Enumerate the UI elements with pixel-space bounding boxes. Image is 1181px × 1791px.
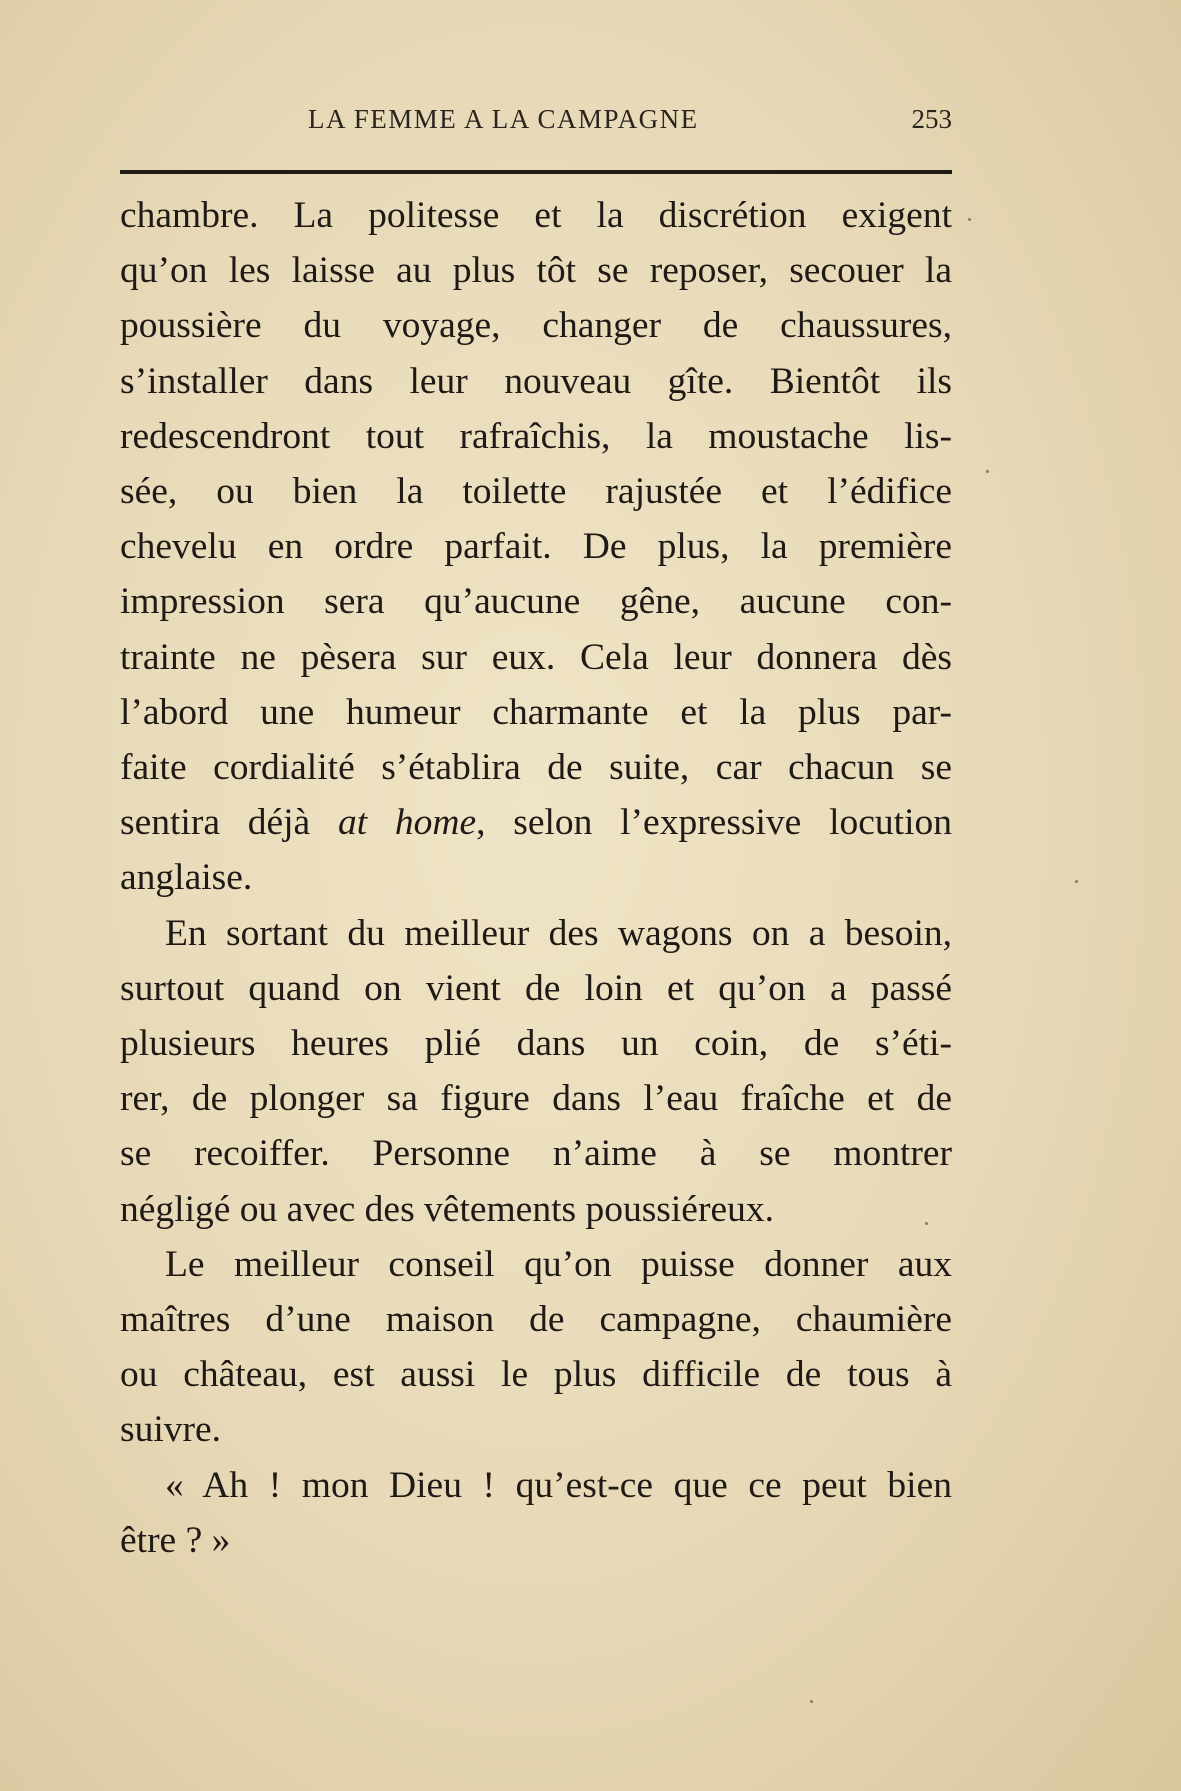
text-line: redescendront tout rafraîchis, la moustache lis- [120,415,952,457]
text-line: plusieurs heures plié dans un coin, de s’éti- [120,1023,952,1065]
text-line: surtout quand on vient de loin et qu’on a passé [120,967,952,1009]
text-line: « Ah ! mon Dieu ! qu’est-ce que ce peut bien [165,1464,952,1506]
page-number: 253 [911,104,952,134]
body-text [120,188,952,1568]
paragraph-3 [120,1237,952,1458]
text-line: négligé ou avec des vêtements poussiéreux. [120,1188,774,1230]
text-line: sée, ou bien la toilette rajustée et l’édifice [120,471,952,513]
text-line: chevelu en ordre parfait. De plus, la première [120,526,952,568]
text-line: être ? » [120,1519,231,1561]
running-head [120,104,952,144]
text-line: En sortant du meilleur des wagons on a besoin, [165,912,952,954]
text-line: anglaise. [120,857,253,899]
text-line: rer, de plonger sa figure dans l’eau fraîche et de [120,1078,952,1120]
text-fragment: sentira déjà [120,802,338,844]
text-line: ou château, est aussi le plus difficile de tous à [120,1354,952,1396]
paragraph-4 [120,1458,952,1568]
text-line: maîtres d’une maison de campagne, chaumière [120,1299,952,1341]
text-line: Le meilleur conseil qu’on puisse donner aux [165,1243,952,1285]
paper-speck [968,218,971,221]
paper-speck [986,470,989,473]
text-line: chambre. La politesse et la discrétion exigent [120,195,952,236]
text-line: suivre. [120,1409,222,1451]
paragraph-2 [120,906,952,1237]
text-line: poussière du voyage, changer de chaussures, [120,305,952,347]
text-fragment: , selon l’expressive locution [476,802,952,844]
paragraph-1 [120,188,952,906]
italic-phrase: at home [337,802,477,844]
text-line: qu’on les laisse au plus tôt se reposer, secouer la [120,250,952,292]
paper-speck [810,1700,813,1703]
running-title: LA FEMME A LA CAMPAGNE [308,104,699,134]
text-line: impression sera qu’aucune gêne, aucune con- [120,581,952,623]
paper-speck [1075,880,1078,883]
text-line: s’installer dans leur nouveau gîte. Bientôt ils [120,360,952,402]
header-rule [120,170,952,174]
text-line: se recoiffer. Personne n’aime à se montrer [120,1133,952,1175]
text-line: trainte ne pèsera sur eux. Cela leur donnera dès [120,636,952,678]
paper-speck [925,1222,928,1225]
text-line: l’abord une humeur charmante et la plus par- [120,691,952,733]
text-line-with-italic [120,795,952,850]
text-line: faite cordialité s’établira de suite, car chacun se [120,747,952,789]
